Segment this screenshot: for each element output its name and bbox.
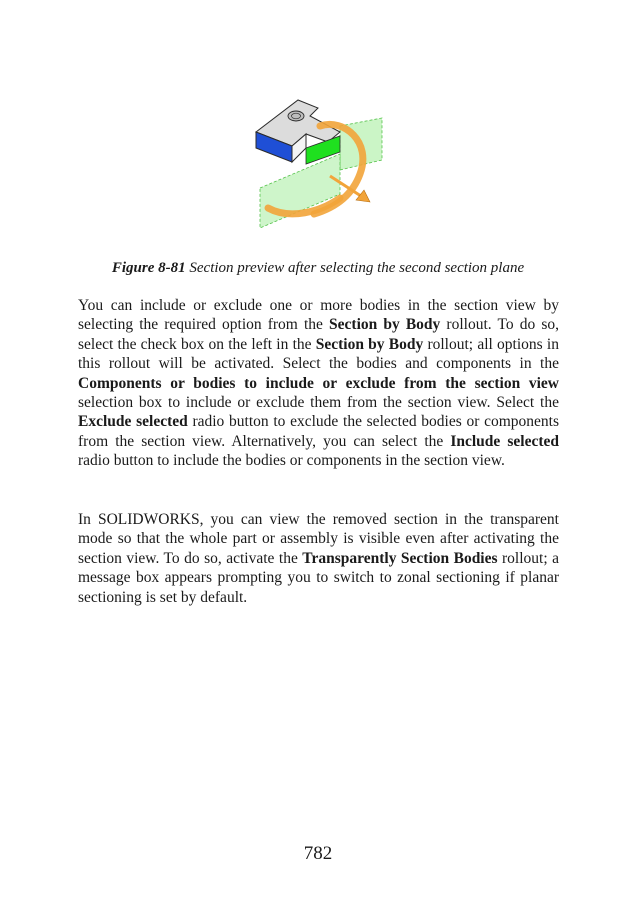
- figure-label: Figure 8-81: [111, 260, 186, 276]
- part-hole: [288, 111, 304, 121]
- term-components-selection-box: Components or bodies to include or exclude from the section view: [78, 374, 559, 392]
- term-section-by-body: Section by Body: [315, 335, 424, 353]
- term-include-selected: Include selected: [450, 432, 559, 450]
- figure-caption-text: Section preview after selecting the second section plane: [185, 260, 525, 276]
- paragraph-section-by-body: You can include or exclude one or more bodies in the section view by selecting the required option from the Section by Body rollout. To do so, select the check box on the left in the Section by Body rollout; all options in this rollout will be activated. Select the bodies and components in the Components or bodies to include or exclude from the section view selection box to include or exclude them from the section view. Select the Exclude selected radio button to exclude the selected bodies or components from the section view. Alternatively, you can select the Include selected radio button to include the bodies or components in the section view.: [78, 297, 559, 470]
- term-section-by-body: Section by Body: [329, 316, 441, 334]
- figure-caption: [0, 259, 636, 277]
- term-exclude-selected: Exclude selected: [78, 413, 188, 431]
- page-number: 782: [303, 843, 333, 864]
- term-transparently-section-bodies: Transparently Section Bodies: [302, 549, 498, 567]
- direction-arrow-icon: [356, 190, 370, 202]
- section-preview-illustration: [248, 96, 388, 232]
- paragraph-transparent-section: In SOLIDWORKS, you can view the removed section in the transparent mode so that the whole part or assembly is visible even after activating the section view. To do so, activate the Transparently Section Bodies rollout; a message box appears prompting you to switch to zonal sectioning if planar sectioning is set by default.: [78, 511, 559, 606]
- figure-section-preview: [248, 96, 388, 232]
